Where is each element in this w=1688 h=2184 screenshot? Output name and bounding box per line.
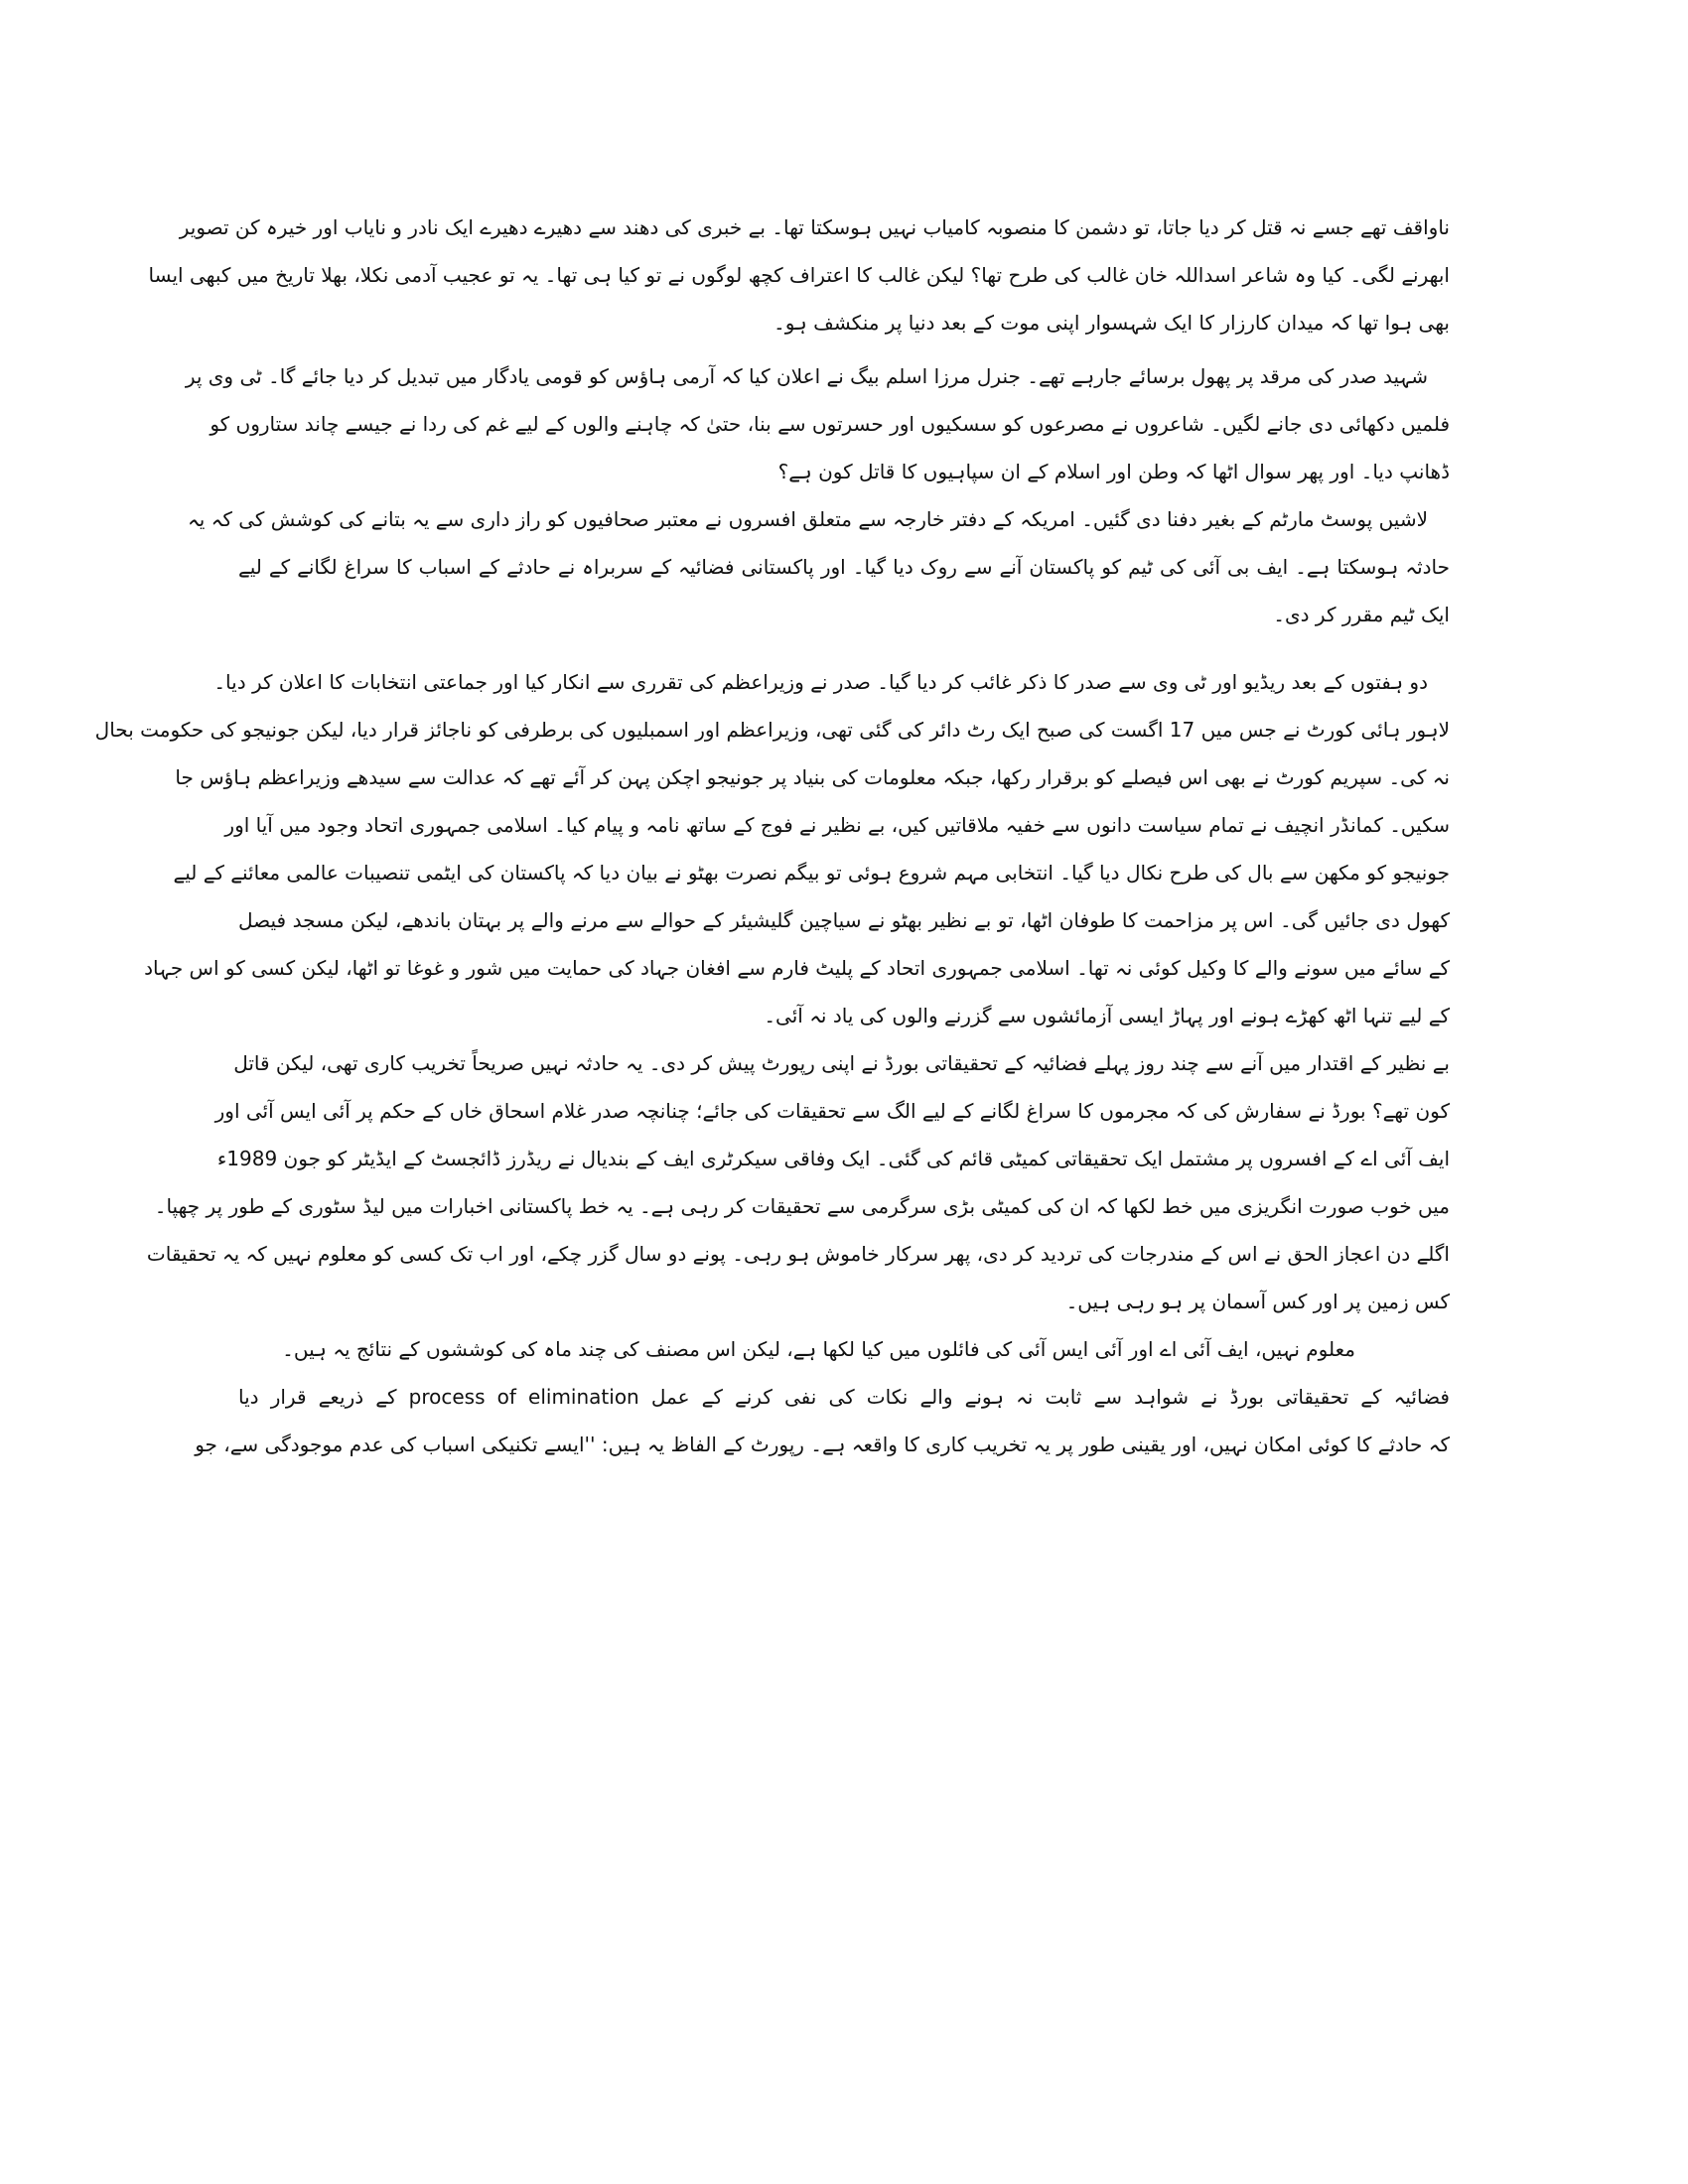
text-line: کھول دی جائیں گی۔ اس پر مزاحمت کا طوفان اٹھا، تو بے نظیر بھٹو نے سیاچین گلیشیئر کے حوالے سے مرنے والے پر بہتان باندھے، لیکن مسجد فیصل: [238, 908, 1450, 932]
text-line: نہ کی۔ سپریم کورٹ نے بھی اس فیصلے کو برقرار رکھا، جبکہ معلومات کی بنیاد پر جونیجو اچکن پہن کر آئے تھے کہ عدالت سے سیدھے وزیراعظم ہاؤس جا: [175, 765, 1450, 789]
text-line: میں خوب صورت انگریزی میں خط لکھا کہ ان کی کمیٹی بڑی سرگرمی سے تحقیقات کر رہی ہے۔ یہ خط پاکستانی اخبارات میں لیڈ سٹوری کے طور پر چھپا۔: [154, 1194, 1450, 1218]
text-line: بھی ہوا تھا کہ میدان کارزار کا ایک شہسوار اپنی موت کے بعد دنیا پر منکشف ہو۔: [773, 311, 1450, 335]
text-line: حادثہ ہوسکتا ہے۔ ایف بی آئی کی ٹیم کو پاکستان آنے سے روک دیا گیا۔ اور پاکستانی فضائیہ کے سربراہ نے حادثے کے اسباب کا سراغ لگانے کے لیے: [238, 555, 1450, 579]
text-line: ناواقف تھے جسے نہ قتل کر دیا جاتا، تو دشمن کا منصوبہ کامیاب نہیں ہوسکتا تھا۔ بے خبری کی دھند سے دھیرے دھیرے ایک نادر و نایاب اور خیرہ کن تصویر: [179, 215, 1450, 239]
text-line: کے لیے تنہا اٹھ کھڑے ہونے اور پہاڑ ایسی آزمائشوں سے گزرنے والوں کی یاد نہ آئی۔: [764, 1004, 1450, 1027]
text-line: لاشیں پوسٹ مارٹم کے بغیر دفنا دی گئیں۔ امریکہ کے دفتر خارجہ سے متعلق افسروں نے معتبر صحافیوں کو راز داری سے یہ بتانے کی کوشش کی کہ یہ: [187, 507, 1428, 531]
text-line: دو ہفتوں کے بعد ریڈیو اور ٹی وی سے صدر کا ذکر غائب کر دیا گیا۔ صدر نے وزیراعظم کی تقرری سے انکار کیا اور جماعتی انتخابات کا اعلان کر دیا۔: [213, 670, 1428, 694]
text-line: فلمیں دکھائی دی جانے لگیں۔ شاعروں نے مصرعوں کو سسکیوں اور حسرتوں سے بنا، حتیٰ کہ چاہنے والوں کے لیے غم کی ردا نے جیسے چاند ستاروں کو: [210, 412, 1450, 436]
text-line: سکیں۔ کمانڈر انچیف نے تمام سیاست دانوں سے خفیہ ملاقاتیں کیں، بے نظیر نے فوج کے ساتھ نامہ و پیام کیا۔ اسلامی جمہوری اتحاد وجود میں آیا اور: [224, 813, 1450, 837]
text-line: ایف آئی اے کے افسروں پر مشتمل ایک تحقیقاتی کمیٹی قائم کی گئی۔ ایک وفاقی سیکرٹری ایف کے بندیال نے ریڈرز ڈائجسٹ کے ایڈیٹر کو جون 1989ء: [216, 1147, 1450, 1170]
text-line: بے نظیر کے اقتدار میں آنے سے چند روز پہلے فضائیہ کے تحقیقاتی بورڈ نے اپنی رپورٹ پیش کر دی۔ یہ حادثہ نہیں صریحاً تخریب کاری تھی، لیکن قاتل: [233, 1051, 1450, 1075]
body-text: [94, 204, 1450, 1468]
text-line: ڈھانپ دیا۔ اور پھر سوال اٹھا کہ وطن اور اسلام کے ان سپاہیوں کا قاتل کون ہے؟: [777, 460, 1450, 483]
text-line: کہ حادثے کا کوئی امکان نہیں، اور یقینی طور پر یہ تخریب کاری کا واقعہ ہے۔ رپورٹ کے الفاظ یہ ہیں: ''ایسے تکنیکی اسباب کی عدم موجودگی سے، جو: [195, 1433, 1450, 1456]
text-line: کس زمین پر اور کس آسمان پر ہو رہی ہیں۔: [1065, 1290, 1450, 1313]
text-line: فضائیہ کے تحقیقاتی بورڈ نے شواہد سے ثابت نہ ہونے والے نکات کی نفی کرنے کے عمل process of elimination کے ذریعے قرار دیا: [238, 1385, 1450, 1409]
text-line: کون تھے؟ بورڈ نے سفارش کی کہ مجرموں کا سراغ لگانے کے لیے الگ سے تحقیقات کی جائے؛ چنانچہ صدر غلام اسحاق خاں کے حکم پر آئی ایس آئی اور: [214, 1099, 1450, 1123]
text-line: ایک ٹیم مقرر کر دی۔: [1273, 603, 1450, 626]
text-line: ابھرنے لگی۔ کیا وہ شاعر اسداللہ خان غالب کی طرح تھا؟ لیکن غالب کا اعتراف کچھ لوگوں نے تو کیا ہی تھا۔ یہ تو عجیب آدمی نکلا، بھلا تاریخ میں کبھی ایسا: [148, 263, 1450, 287]
text-line: اگلے دن اعجاز الحق نے اس کے مندرجات کی تردید کر دی، پھر سرکار خاموش ہو رہی۔ پونے دو سال گزر چکے، اور اب تک کسی کو معلوم نہیں کہ یہ تحقیقات: [146, 1242, 1450, 1266]
text-line: شہید صدر کی مرقد پر پھول برسائے جارہے تھے۔ جنرل مرزا اسلم بیگ نے اعلان کیا کہ آرمی ہاؤس کو قومی یادگار میں تبدیل کر دیا جائے گا۔ ٹی وی پر: [185, 364, 1428, 388]
text-line: جونیجو کو مکھن سے بال کی طرح نکال دیا گیا۔ انتخابی مہم شروع ہوئی تو بیگم نصرت بھٹو نے بیان دیا کہ پاکستان کی ایٹمی تنصیبات عالمی معائنے کے لیے: [173, 861, 1450, 885]
text-line: کے سائے میں سونے والے کا وکیل کوئی نہ تھا۔ اسلامی جمہوری اتحاد کے پلیٹ فارم سے افغان جہاد کی حمایت میں شور و غوغا تو اٹھا، لیکن کسی کو اس جہاد: [144, 956, 1450, 980]
text-line: معلوم نہیں، ایف آئی اے اور آئی ایس آئی کی فائلوں میں کیا لکھا ہے، لیکن اس مصنف کی چند ماہ کی کوششوں کے نتائج یہ ہیں۔: [282, 1337, 1355, 1361]
text-line: لاہور ہائی کورٹ نے جس میں 17 اگست کی صبح ایک رٹ دائر کی گئی تھی، وزیراعظم اور اسمبلیوں کی برطرفی کو ناجائز قرار دیا، لیکن جونیجو کی حکومت بحال: [94, 718, 1450, 742]
